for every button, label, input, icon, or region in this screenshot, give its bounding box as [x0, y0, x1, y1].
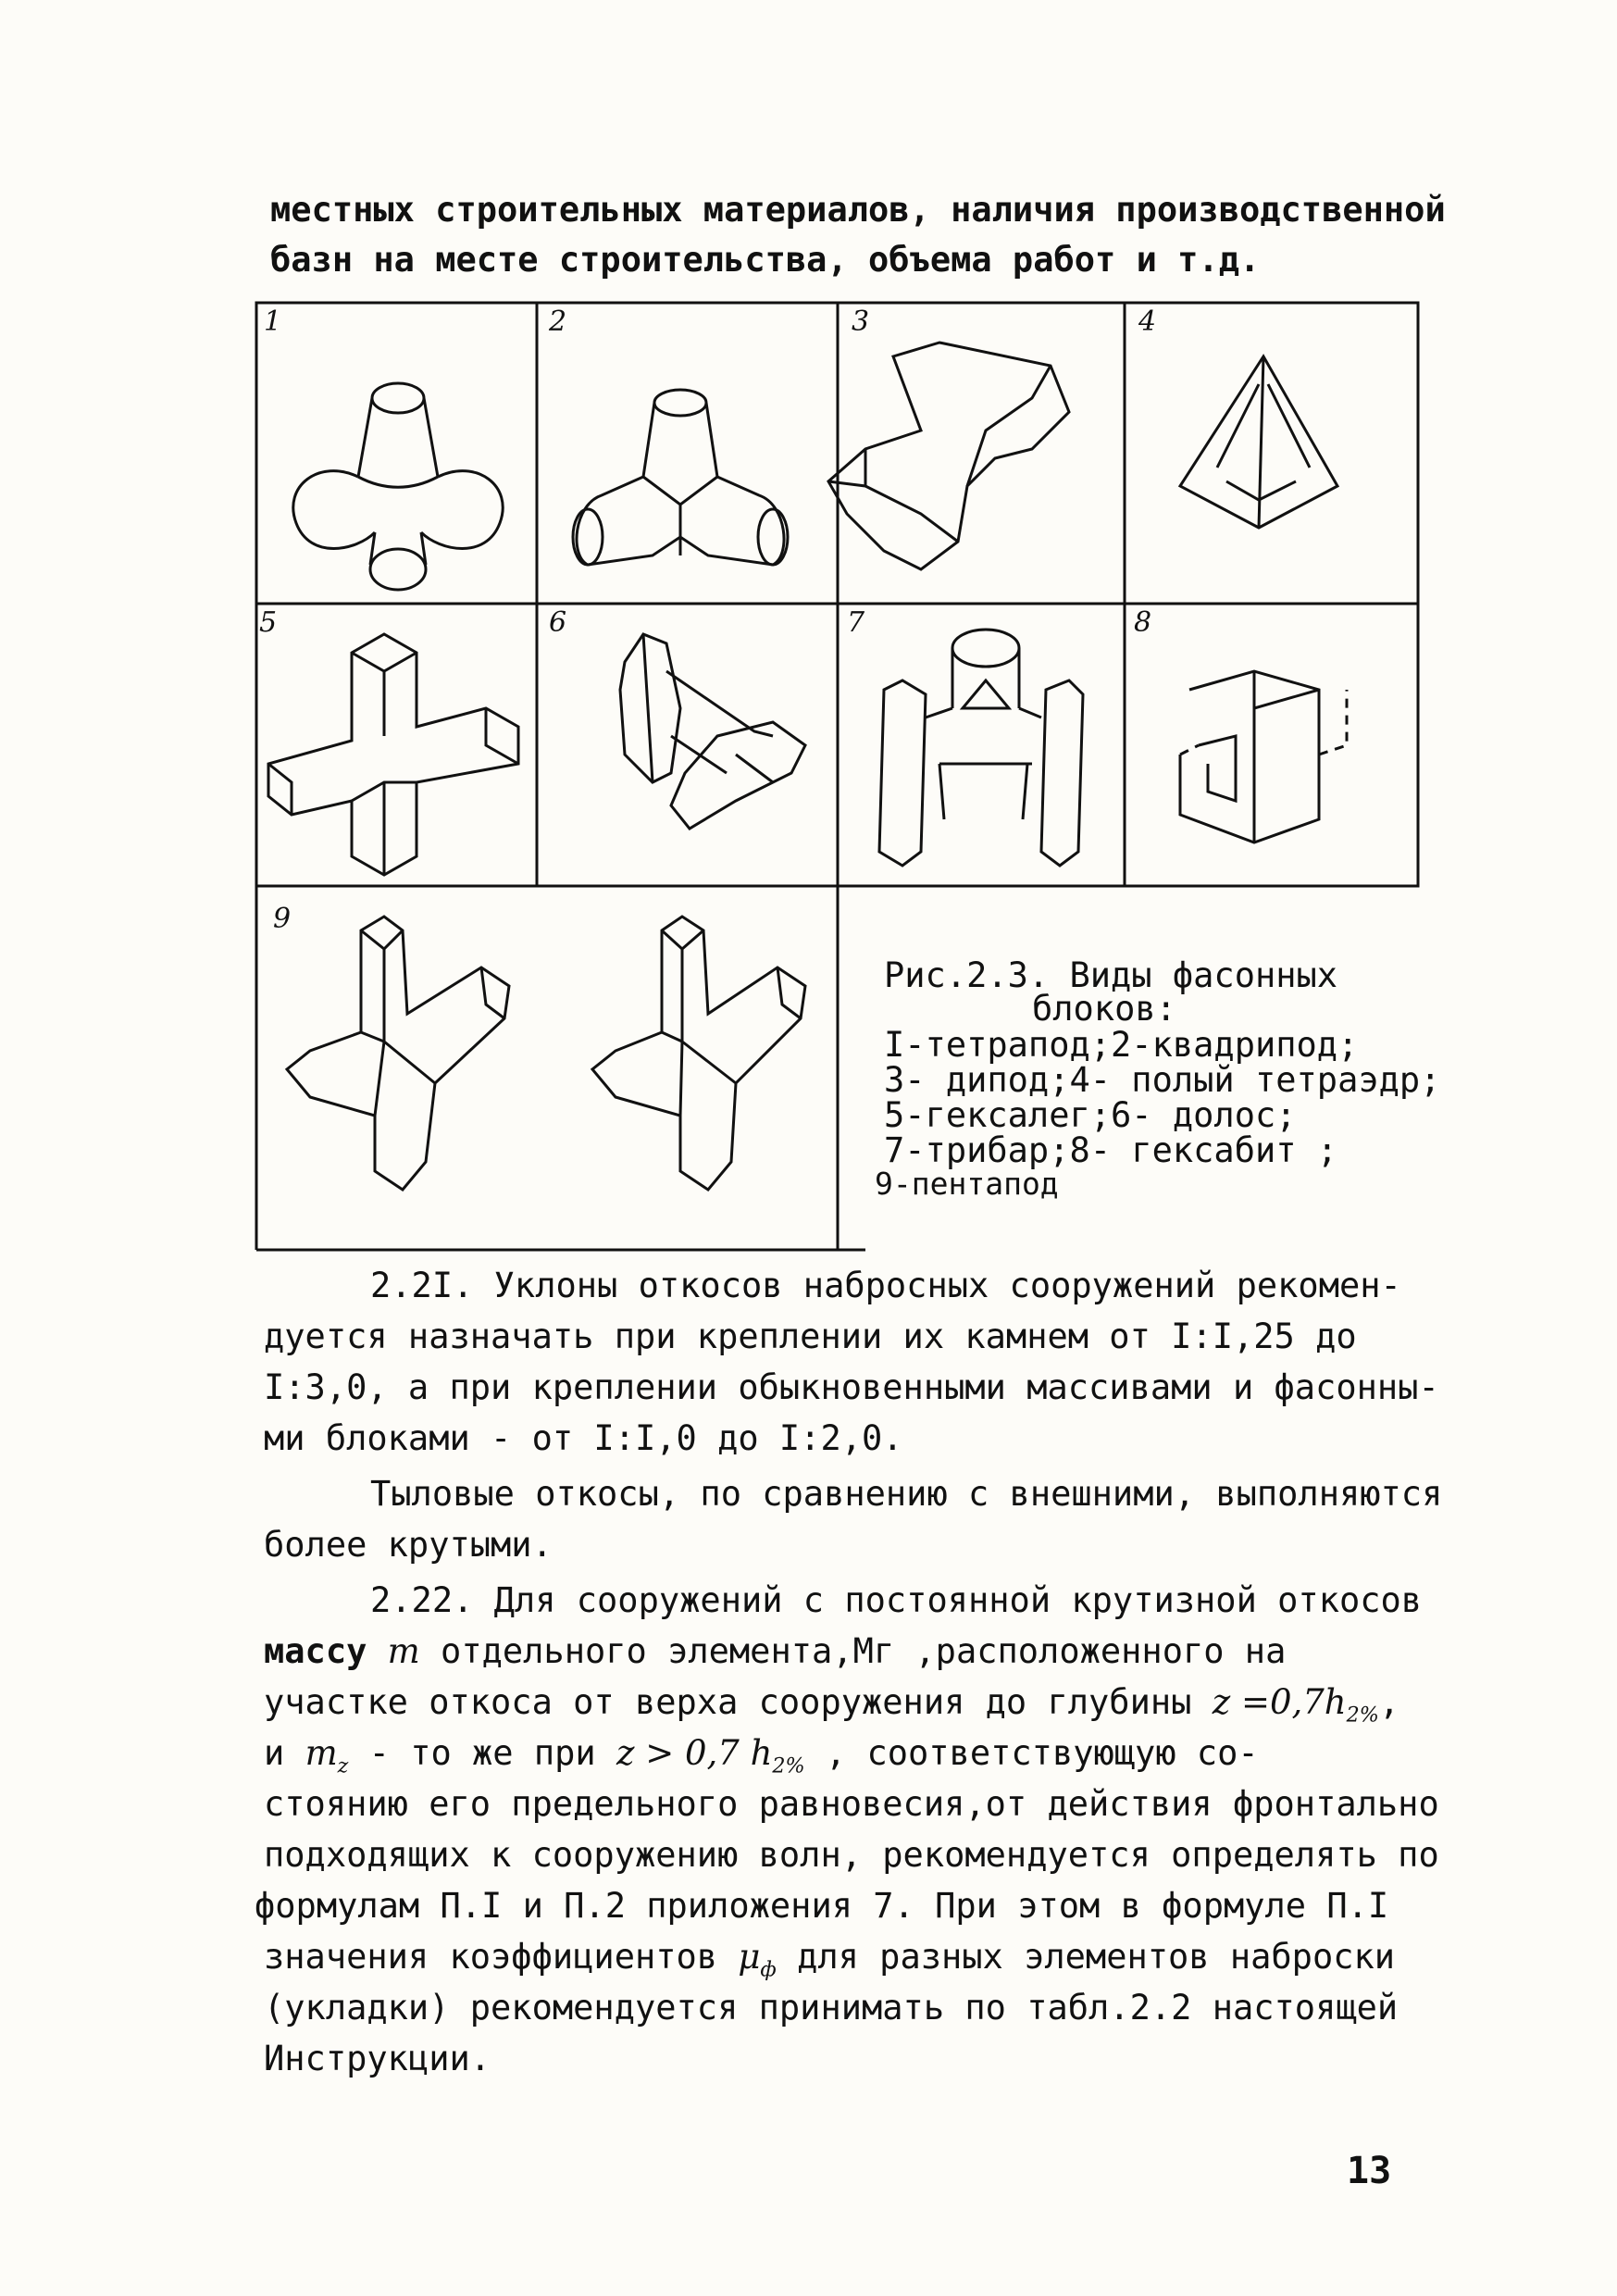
- symbol-mz-sub: z: [337, 1753, 349, 1778]
- p222-line-8-text: значения коэффициентов: [264, 1937, 718, 1977]
- p221-line-2: дуется назначать при креплении их камнем от I:I,25 до: [264, 1316, 1357, 1356]
- p222-line-1: 2.22. Для сооружений с постоянной крутизной откосов: [370, 1580, 1423, 1620]
- p222-line-4-rest: , соответствующую со-: [825, 1733, 1259, 1773]
- p222-line-8-rest: для разных элементов наброски: [797, 1937, 1396, 1977]
- symbol-mu-sub: ф: [760, 1957, 777, 1982]
- formula-z-depth: z =0,7h: [1212, 1682, 1347, 1722]
- figure-caption-line-4: 7-трибар;8- гексабит ;: [884, 1130, 1338, 1170]
- formula-sub-2pct-b: 2%: [772, 1753, 805, 1778]
- drawing-pentapod-right: [592, 917, 805, 1190]
- p222-line-7: формулам П.I и П.2 приложения 7. При этом в формуле П.I: [255, 1886, 1389, 1926]
- p222-word-mass: массу: [264, 1631, 367, 1671]
- p222-line-3: [264, 1682, 1400, 1728]
- figure-caption-line-1: I-тетрапод;2-квадрипод;: [884, 1025, 1359, 1065]
- p222-line-9: (укладки) рекомендуется принимать по табл.2.2 настоящей: [264, 1988, 1399, 2028]
- p222-line-8: [264, 1937, 1396, 1982]
- panel-number-5: 5: [259, 606, 278, 639]
- drawing-dolos: [620, 634, 805, 829]
- p221-line-1: 2.2I. Уклоны откосов набросных сооружений рекомен-: [370, 1266, 1401, 1305]
- page-number: 13: [1347, 2150, 1392, 2192]
- drawing-tetrapod: [293, 383, 503, 590]
- panel-number-7: 7: [847, 606, 865, 639]
- intro-line-1: местных строительных материалов, наличия производственной: [270, 190, 1446, 230]
- panel-number-8: 8: [1134, 606, 1152, 639]
- symbol-mz: m: [305, 1733, 338, 1773]
- panel-number-4: 4: [1138, 306, 1157, 338]
- p221-line-3: I:3,0, а при креплении обыкновенными массивами и фасонны-: [264, 1367, 1439, 1407]
- symbol-m: m: [387, 1631, 420, 1671]
- p222-line-6: подходящих к сооружению волн, рекомендуется определять по: [264, 1835, 1439, 1875]
- formula-z-greater: z > 0,7 h: [616, 1733, 773, 1773]
- drawing-quadripod: [573, 390, 788, 565]
- drawing-tribar: [879, 630, 1083, 866]
- p222-line-4-same: - то же при: [368, 1733, 596, 1773]
- figure-caption-line-2: 3- дипод;4- полый тетраэдр;: [884, 1060, 1441, 1100]
- intro-line-2: базн на месте строительства, объема работ и т.д.: [270, 240, 1261, 280]
- panel-number-6: 6: [549, 606, 567, 639]
- p222-line-10: Инструкции.: [264, 2039, 491, 2078]
- p221-line-4: ми блоками - от I:I,0 до I:2,0.: [264, 1418, 903, 1458]
- formula-sub-2pct: 2%: [1346, 1703, 1379, 1728]
- symbol-mu: μ: [738, 1937, 761, 1977]
- drawing-dipod: [828, 343, 1069, 569]
- p222-line-2-rest: отдельного элемента,Мг ,расположенного на: [441, 1631, 1287, 1671]
- panel-number-3: 3: [852, 306, 870, 338]
- drawing-hollow-tetrahedron: [1180, 356, 1337, 528]
- p222-line-2: [264, 1631, 1287, 1671]
- p222-line-5: стоянию его предельного равновесия,от действия фронтально: [264, 1784, 1439, 1824]
- drawing-hexabit: [1180, 671, 1347, 842]
- figure-caption-line-3: 5-гексалег;6- долос;: [884, 1095, 1297, 1135]
- panel-number-1: 1: [264, 306, 282, 338]
- drawing-hexaleg: [268, 634, 518, 875]
- figure-caption-title-2: блоков:: [1032, 989, 1176, 1029]
- rear-slopes-line-1: Тыловые откосы, по сравнению с внешними, выполняются: [370, 1474, 1443, 1514]
- panel-number-2: 2: [549, 306, 567, 338]
- p222-line-3-comma: ,: [1378, 1682, 1400, 1722]
- drawing-pentapod-left: [287, 917, 509, 1190]
- panel-number-9: 9: [273, 903, 292, 935]
- p222-line-4-and: и: [264, 1733, 285, 1773]
- p222-line-3-text: участке откоса от верха сооружения до глубины: [264, 1682, 1192, 1722]
- p222-line-4: [264, 1733, 1259, 1778]
- rear-slopes-line-2: более крутыми.: [264, 1525, 553, 1565]
- figure-caption-line-5: 9-пентапод: [875, 1166, 1059, 1202]
- figure-caption-title: Рис.2.3. Виды фасонных: [884, 955, 1338, 995]
